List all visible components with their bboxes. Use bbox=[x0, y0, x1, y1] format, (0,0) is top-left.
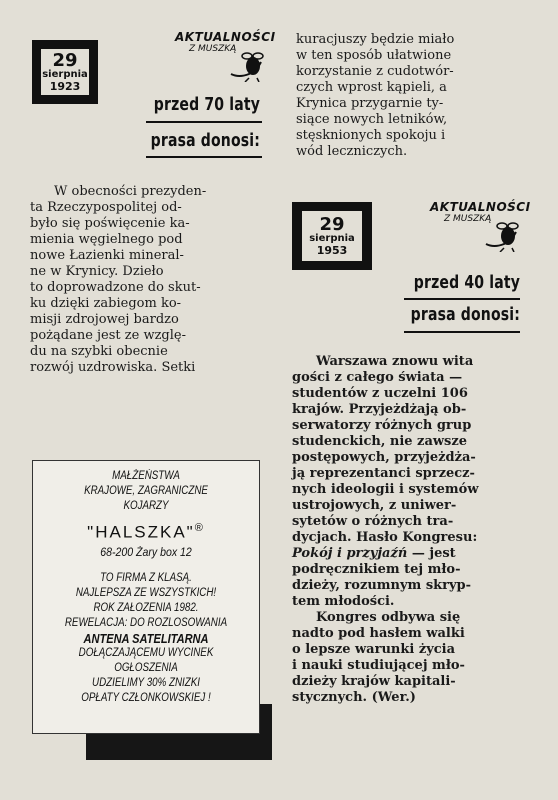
heading-underline bbox=[404, 298, 520, 300]
article-line: podręcznikiem tej mło- bbox=[292, 562, 461, 577]
article-line: nadto pod hasłem walki bbox=[292, 626, 465, 641]
article-line: Pokój i przyjaźń — jest bbox=[292, 546, 456, 561]
article-line: mienia węgielnego pod bbox=[30, 232, 183, 247]
article-line: kuracjuszy będzie miało bbox=[296, 32, 455, 47]
article-line: gości z całego świata — bbox=[292, 370, 463, 385]
article-line: du na szybki obecnie bbox=[30, 344, 168, 359]
heading-press-reports: prasa donosi: bbox=[150, 130, 260, 151]
article-line: ją reprezentanci sprzecz- bbox=[292, 466, 475, 481]
article-line: studentów z uczelni 106 bbox=[292, 386, 468, 401]
article-line: ku dzięki zabiegom ko- bbox=[30, 296, 182, 311]
article-line: studenckich, nie zawsze bbox=[292, 434, 468, 449]
article-line: stęsknionych spokoju i bbox=[296, 128, 446, 143]
heading-underline bbox=[146, 121, 262, 123]
author-signature: (Wer.) bbox=[371, 690, 416, 705]
article-line: nych ideologii i systemów bbox=[292, 482, 479, 497]
article-line: siące nowych letników, bbox=[296, 112, 448, 127]
logo-subtitle: Z MUSZKĄ bbox=[189, 44, 237, 54]
article-line: było się poświęcenie ka- bbox=[30, 216, 190, 231]
article-line: to doprowadzone do skut- bbox=[30, 280, 201, 295]
logo-title: AKTUALNOŚCI bbox=[175, 30, 276, 44]
ad-address: 68-200 Żary box 12 bbox=[100, 544, 192, 559]
article-line: ne w Krynicy. Dzieło bbox=[30, 264, 164, 279]
article-line: stycznych. (Wer.) bbox=[292, 690, 416, 705]
article-line: tem młodości. bbox=[292, 594, 395, 609]
date-day: 29 bbox=[319, 213, 345, 235]
heading-years-ago: przed 70 laty bbox=[153, 94, 260, 115]
ad-line: UDZIELIMY 30% ZNIŻKI bbox=[92, 676, 200, 689]
article-line: Warszawa znowu wita bbox=[316, 354, 474, 369]
article-line: ustrojowych, z uniwer- bbox=[292, 498, 457, 513]
article-line: korzystanie z cudotwór- bbox=[296, 64, 454, 79]
ad-line: OGŁOSZENIA bbox=[114, 661, 178, 674]
article-line: czych wprost kąpieli, a bbox=[296, 80, 447, 95]
date-day: 29 bbox=[52, 49, 78, 71]
logo-title: AKTUALNOŚCI bbox=[430, 200, 531, 214]
heading-underline bbox=[404, 331, 520, 333]
ad-line: MAŁŻEŃSTWA bbox=[112, 470, 180, 482]
date-month: sierpnia bbox=[309, 233, 355, 245]
ad-line: REWELACJA: DO ROZLOSOWANIA bbox=[64, 616, 228, 629]
ad-line: OPŁATY CZŁONKOWSKIEJ ! bbox=[81, 691, 211, 704]
fly-icon bbox=[482, 218, 522, 252]
congress-motto: Pokój i przyjaźń bbox=[292, 546, 408, 561]
section-logo bbox=[430, 198, 531, 258]
article-line: krajów. Przyjeżdżają ob- bbox=[292, 402, 467, 417]
date-year: 1923 bbox=[49, 79, 81, 93]
ad-highlight: ANTENA SATELITARNA bbox=[83, 630, 209, 646]
article-line: W obecności prezyden- bbox=[54, 184, 207, 199]
date-box-1953 bbox=[292, 202, 372, 270]
logo-subtitle: Z MUSZKĄ bbox=[444, 214, 492, 224]
ad-line: KOJARZY bbox=[123, 500, 169, 512]
registered-mark: ® bbox=[194, 522, 205, 534]
article-1923-continuation bbox=[296, 32, 522, 160]
heading-underline bbox=[146, 156, 262, 158]
section-logo bbox=[175, 28, 276, 88]
article-line: dzieży krajów kapitali- bbox=[292, 674, 456, 689]
article-1923 bbox=[30, 184, 262, 376]
article-1953 bbox=[292, 354, 520, 706]
article-line: dycjach. Hasło Kongresu: bbox=[292, 530, 478, 545]
article-line: nowe Łazienki mineral- bbox=[30, 248, 184, 263]
ad-line: NAJLEPSZA ZE WSZYSTKICH! bbox=[75, 586, 217, 599]
ad-line: DOŁĄCZAJĄCEMU WYCINEK bbox=[78, 646, 214, 659]
article-line: rozwój uzdrowiska. Setki bbox=[30, 360, 196, 375]
ad-brand: "HALSZKA"® bbox=[87, 522, 205, 542]
article-line: Kongres odbywa się bbox=[316, 610, 461, 625]
article-line: serwatorzy różnych grup bbox=[292, 418, 472, 433]
article-line: wód leczniczych. bbox=[296, 144, 408, 159]
heading-years-ago: przed 40 laty bbox=[413, 272, 520, 293]
ad-line: TO FIRMA Z KLASĄ. bbox=[100, 571, 192, 584]
date-box-1923 bbox=[32, 40, 98, 104]
advertisement-halszka bbox=[32, 460, 260, 734]
date-year: 1953 bbox=[316, 243, 348, 257]
article-line: dzieży, rozumnym skryp- bbox=[292, 578, 472, 593]
ad-line: ROK ZAŁOŻENIA 1982. bbox=[93, 601, 199, 614]
article-line: o lepsze warunki życia bbox=[292, 642, 456, 657]
article-line: w ten sposób ułatwione bbox=[296, 48, 452, 63]
article-line: ta Rzeczypospolitej od- bbox=[30, 200, 182, 215]
date-month: sierpnia bbox=[42, 69, 88, 81]
heading-press-reports: prasa donosi: bbox=[410, 304, 520, 325]
ad-line: KRAJOWE, ZAGRANICZNE bbox=[84, 485, 208, 497]
article-line: Krynica przygarnie ty- bbox=[296, 96, 444, 111]
article-line: postępowych, przyjeżdża- bbox=[292, 450, 476, 465]
article-line: pożądane jest ze wzglę- bbox=[30, 328, 186, 343]
article-line: i nauki studiującej mło- bbox=[292, 658, 465, 673]
article-line: misji zdrojowej bardzo bbox=[30, 312, 179, 327]
article-line: sytetów o różnych tra- bbox=[292, 514, 454, 529]
fly-icon bbox=[227, 48, 267, 82]
